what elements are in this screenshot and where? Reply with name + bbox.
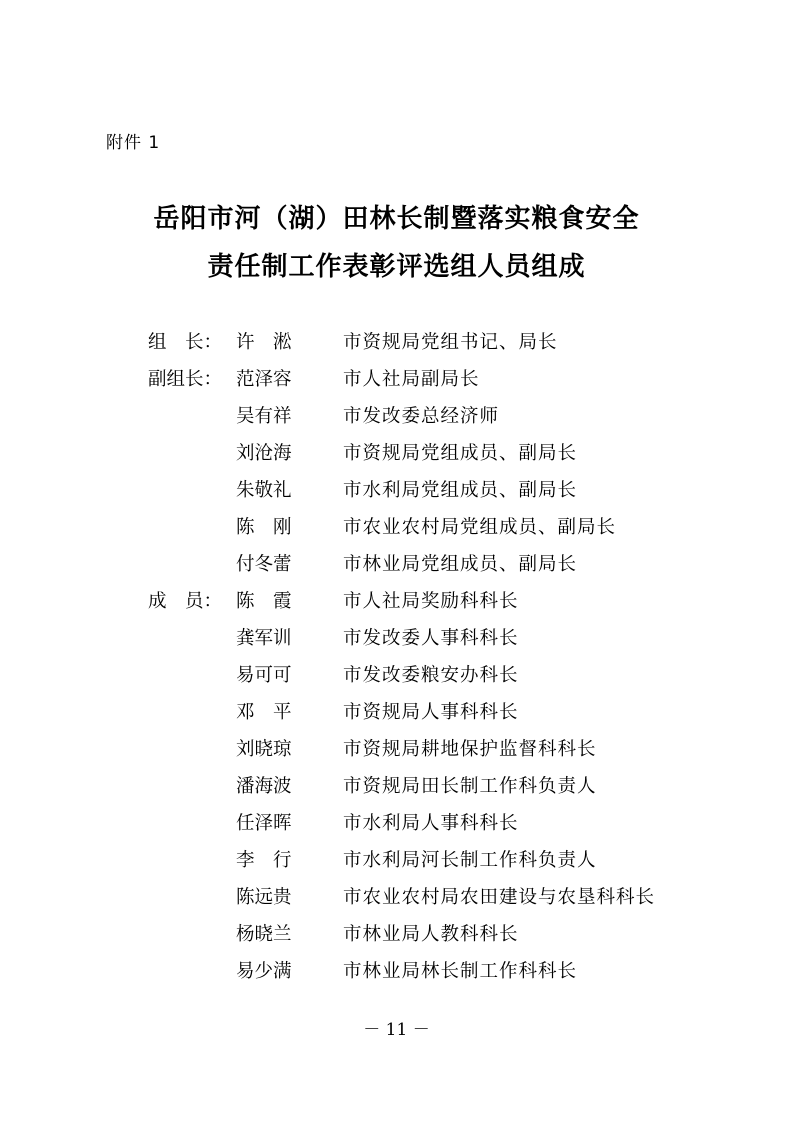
roster-name: 许 淞 [236, 332, 292, 353]
roster-name: 范泽容 [236, 369, 292, 390]
roster-position: 市发改委粮安办科长 [343, 665, 519, 686]
roster-role: 副组长： [148, 369, 223, 390]
roster-row [0, 398, 793, 435]
roster-position: 市资规局党组成员、副局长 [343, 443, 578, 464]
roster-position: 市资规局人事科科长 [343, 702, 519, 723]
roster-position: 市水利局党组成员、副局长 [343, 480, 578, 501]
roster-name: 付冬蕾 [236, 554, 292, 575]
roster-position: 市林业局党组成员、副局长 [343, 554, 578, 575]
document-title-line-2: 责任制工作表彰评选组人员组成 [207, 252, 586, 282]
roster-row [0, 324, 793, 361]
roster-row [0, 768, 793, 805]
roster-position: 市林业局人教科科长 [343, 924, 519, 945]
roster-role: 成 员： [148, 591, 223, 612]
roster-row [0, 694, 793, 731]
roster-name: 易可可 [236, 665, 292, 686]
roster-position: 市农业农村局党组成员、副局长 [343, 517, 617, 538]
roster-name: 吴有祥 [236, 406, 292, 427]
roster-name: 任泽晖 [236, 813, 292, 834]
roster-row [0, 472, 793, 509]
roster-row [0, 657, 793, 694]
roster-position: 市人社局奖励科科长 [343, 591, 519, 612]
roster-row [0, 731, 793, 768]
page-number: － 11 － [363, 1020, 430, 1040]
roster-name: 刘晓琼 [236, 739, 292, 760]
roster-row [0, 509, 793, 546]
attachment-label: 附件 1 [106, 133, 161, 153]
roster-name: 陈 刚 [236, 517, 292, 538]
roster-position: 市发改委人事科科长 [343, 628, 519, 649]
roster-row [0, 620, 793, 657]
roster-row [0, 546, 793, 583]
roster-row [0, 435, 793, 472]
roster-position: 市水利局人事科科长 [343, 813, 519, 834]
roster-row [0, 805, 793, 842]
roster-position: 市资规局田长制工作科负责人 [343, 776, 597, 797]
roster-name: 邓 平 [236, 702, 292, 723]
roster-name: 李 行 [236, 850, 292, 871]
roster-row [0, 842, 793, 879]
roster-position: 市发改委总经济师 [343, 406, 500, 427]
roster-name: 龚军训 [236, 628, 292, 649]
roster-position: 市林业局林长制工作科科长 [343, 961, 578, 982]
roster-name: 杨晓兰 [236, 924, 292, 945]
roster-position: 市资规局党组书记、局长 [343, 332, 558, 353]
roster-row [0, 953, 793, 990]
roster-role: 组 长： [148, 332, 223, 353]
roster-row [0, 916, 793, 953]
roster-row [0, 361, 793, 398]
roster-list [0, 324, 793, 990]
roster-position: 市人社局副局长 [343, 369, 480, 390]
document-title-line-1: 岳阳市河（湖）田林长制暨落实粮食安全 [153, 204, 640, 234]
roster-position: 市资规局耕地保护监督科科长 [343, 739, 597, 760]
roster-name: 陈远贵 [236, 887, 292, 908]
roster-row [0, 583, 793, 620]
roster-name: 陈 霞 [236, 591, 292, 612]
roster-name: 易少满 [236, 961, 292, 982]
roster-row [0, 879, 793, 916]
roster-name: 刘沧海 [236, 443, 292, 464]
roster-name: 朱敬礼 [236, 480, 292, 501]
roster-name: 潘海波 [236, 776, 292, 797]
roster-position: 市水利局河长制工作科负责人 [343, 850, 597, 871]
roster-position: 市农业农村局农田建设与农垦科科长 [343, 887, 656, 908]
